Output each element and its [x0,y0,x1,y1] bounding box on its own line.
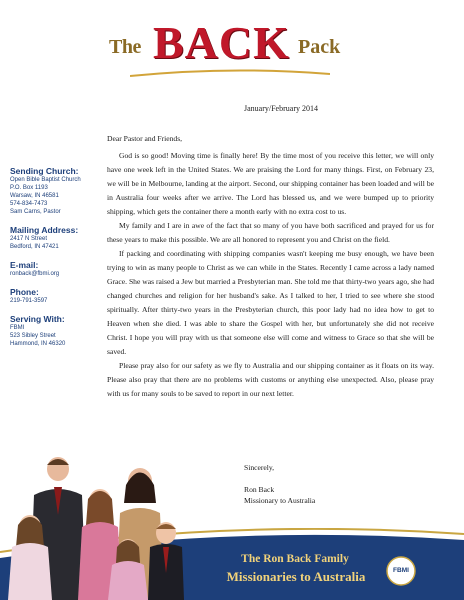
letter-body [107,132,434,401]
letter-paragraph: God is so good! Moving time is finally here! By the time most of you receive this letter, we will only have one week left in the United States. We are praising the Lord for many things. First, on February 23, we will be in Melbourne, landing at the airport. Second, our shipping container has been loaded and will be in Australia four weeks after we arrive. The Lord has blessed us, and we were bumped up to priority shipping, which gets the container there a month early with no extra cost to us. [107,151,434,216]
email-heading: E-mail: [10,260,39,270]
masthead-the: The [109,36,141,58]
letter-paragraph: If packing and coordinating with shipping companies wasn't keeping me busy enough, we have been trying to win as many people to Christ as we can while in the States. Recently I came across a lady named Grace. She was raised a Jew but married a Presbyterian man. She told me that thirty-two years ago, she had changed churches and religion for her husband's sake. As I talked to her, I tried to see where she stood spiritually. After thirty-two years in the Presbyterian church, this poor lady had no idea how to get to Heaven when she died. I was able to share the Gospel with her, but unfortunately she did not receive Christ. I hope you will pray with us that someone else will come and witness to Grace so that she will be saved. [107,249,434,356]
signature-name: Ron Back [244,485,275,494]
family-photo [0,455,200,600]
mailing-address-heading: Mailing Address: [10,225,79,235]
mailing-address-line: 2417 N Street [10,236,48,242]
letter-date: January/February 2014 [244,104,318,113]
sending-church-line: Open Bible Baptist Church [10,177,81,183]
email-address[interactable]: ronback@fbmi.org [10,271,60,277]
phone-heading: Phone: [10,287,39,297]
sending-church-line: P.O. Box 1193 [10,185,48,191]
sending-church-line: Sam Carns, Pastor [10,209,61,215]
banner-family-name: The Ron Back Family [241,553,349,565]
serving-with-line: Hammond, IN 46320 [10,341,66,347]
phone-block [10,287,100,305]
sending-church-line: Warsaw, IN 46581 [10,193,59,199]
phone-number: 219-791-3597 [10,298,48,304]
masthead-swoosh [130,68,330,78]
signature-title: Missionary to Australia [244,496,316,505]
fbmi-logo-text: FBMI [393,567,409,574]
mailing-address-block [10,225,100,251]
serving-with-block [10,314,100,348]
banner-mission: Missionaries to Australia [226,569,366,584]
sending-church-heading: Sending Church: [10,166,79,176]
signoff [244,462,315,506]
salutation: Dear Pastor and Friends, [107,134,183,143]
letter-paragraph: Please pray also for our safety as we fly to Australia and our shipping container as it floats on its way. Please also pray that there are no problems with customs or anything else unexpected. Also, please pray with us for many souls to be saved to report in our next letter. [107,361,434,398]
sending-church-line: 574-834-7473 [10,201,48,207]
serving-with-line: FBMI [10,325,25,331]
sending-church-block [10,166,100,216]
closing: Sincerely, [244,463,275,472]
serving-with-heading: Serving With: [10,314,65,324]
masthead-back: BACK [153,17,290,68]
sidebar-contact [10,166,100,357]
email-block [10,260,100,278]
masthead-logo [100,14,360,80]
serving-with-line: 523 Sibley Street [10,333,56,339]
letter-paragraph: My family and I are in awe of the fact that so many of you have both sacrificed and prayed for us for these years to make this possible. We are all honored to represent you and Christ on the field. [107,221,434,244]
masthead-pack: Pack [298,36,341,58]
mailing-address-line: Bedford, IN 47421 [10,244,59,250]
